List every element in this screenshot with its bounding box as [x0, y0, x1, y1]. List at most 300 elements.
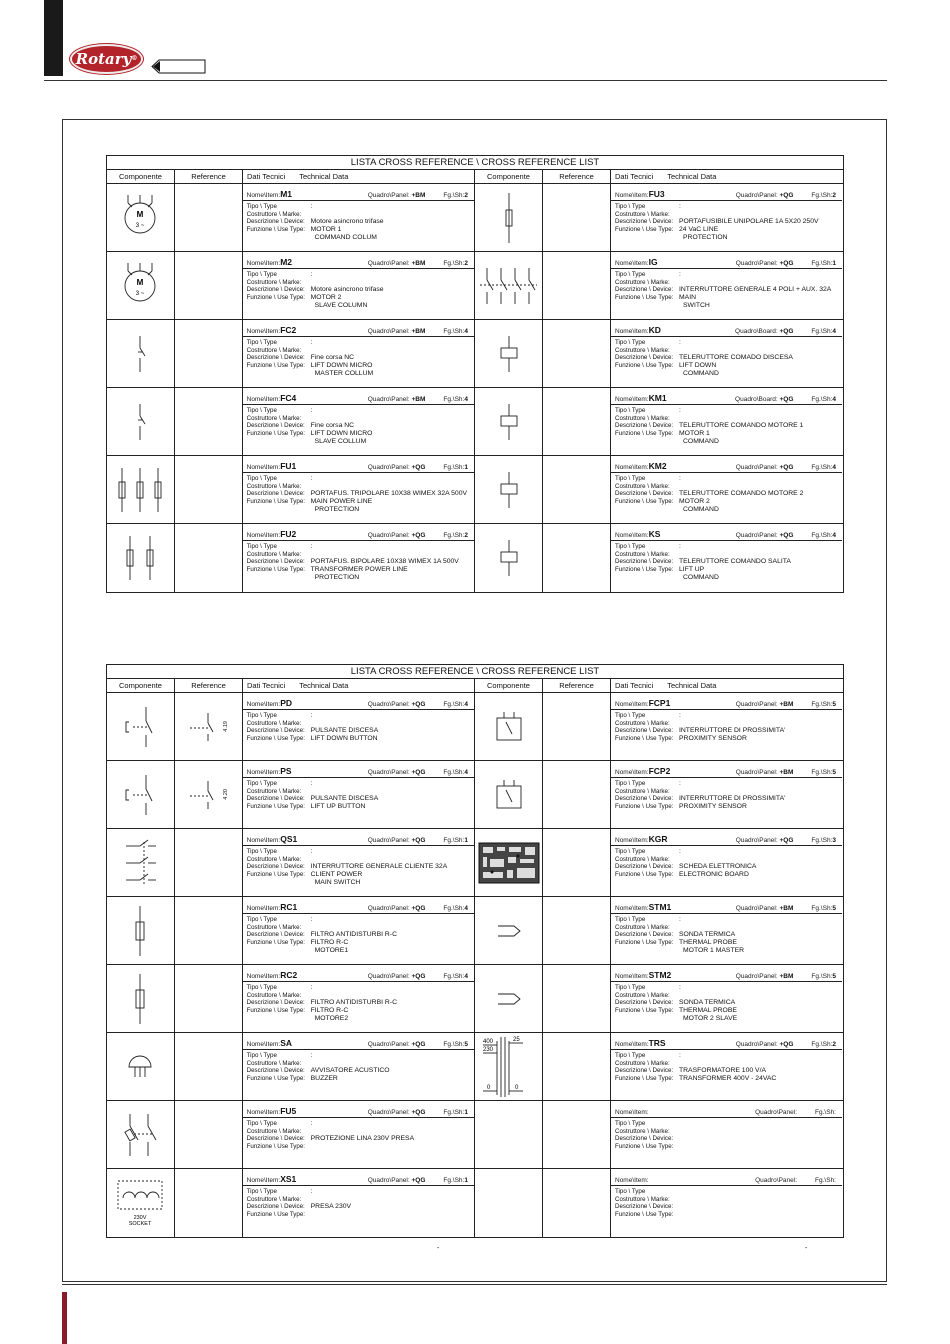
- use-type-line: 24 VaC LINE: [679, 226, 719, 234]
- technical-data-cell: Nome\Item: FU1 Quadro\Panel: +QG Fg.\Sh:1 Tipo \ Type : Costruttore \ Marke: Descrizione \ Device: PORTAFUS. TRIPOLARE 10X38 WIMEX 32A 500V Funzione \ Use Type: MAIN POWER LINE PROTECTION: [243, 456, 474, 523]
- pushbutton-symbol: [107, 761, 175, 828]
- maker-label: Costruttore \ Marke:: [246, 719, 302, 727]
- device-label: Descrizione \ Device:: [615, 422, 674, 430]
- use-type-line: COMMAND: [683, 505, 719, 513]
- use-label: Funzione \ Use Type:: [615, 803, 674, 811]
- sheet-value: 4: [464, 769, 468, 776]
- reference-cell: [543, 252, 611, 319]
- maker-label: Costruttore \ Marke:: [615, 719, 670, 727]
- item-name: KM1: [648, 393, 667, 403]
- item-name: QS1: [280, 834, 298, 844]
- reference-sheet: 4.20: [222, 789, 229, 800]
- fuse-symbol: [475, 184, 543, 251]
- item-name: KGR: [648, 834, 668, 844]
- device-description: AVVISATORE ACUSTICO: [310, 1067, 390, 1075]
- sheet-label: Fg.\Sh:: [443, 837, 465, 844]
- use-type-line: SLAVE COLLUM: [314, 437, 367, 445]
- reference-contact-symbol: [188, 712, 222, 742]
- device-label: Descrizione \ Device:: [615, 286, 674, 294]
- device-description: PRESA 230V: [310, 1203, 352, 1211]
- sheet-label: Fg.\Sh:: [811, 769, 833, 776]
- name-label: Nome\Item:: [246, 532, 281, 539]
- sheet-label: Fg.\Sh:: [443, 1109, 465, 1116]
- table-row: [475, 1101, 843, 1169]
- use-label: Funzione \ Use Type:: [246, 294, 305, 302]
- panel-value: +QG: [411, 464, 426, 471]
- type-label: Tipo \ Type: [246, 984, 277, 991]
- name-label: Nome\Item:: [246, 328, 281, 335]
- technical-data-cell: Nome\Item: TRS Quadro\Panel: +QG Fg.\Sh:2 Tipo \ Type : Costruttore \ Marke: Descrizione \ Device: TRASFORMATORE 100 V/A Funzione \ Use Type: TRANSFORMER 400V - 24VAC: [611, 1033, 842, 1100]
- name-label: Nome\Item:: [615, 260, 649, 267]
- end-mark-right: -: [805, 1245, 808, 1252]
- item-header: [611, 764, 842, 778]
- cross-reference-table-2: [106, 664, 844, 1238]
- item-header: [611, 1036, 842, 1050]
- svg-text:M: M: [137, 209, 144, 219]
- device-label: Descrizione \ Device:: [246, 422, 305, 430]
- device-label: Descrizione \ Device:: [615, 999, 674, 1007]
- table-row: [107, 388, 474, 456]
- name-label: Nome\Item:: [615, 905, 649, 912]
- item-header: [243, 1172, 474, 1186]
- sheet-value: 2: [832, 192, 836, 199]
- item-header: [243, 255, 474, 269]
- name-label: Nome\Item:: [246, 260, 281, 267]
- client-switch-symbol: [107, 829, 175, 896]
- type-label: Tipo \ Type: [246, 271, 277, 278]
- reference-cell: [175, 965, 243, 1032]
- name-label: Nome\Item:: [246, 837, 281, 844]
- sheet-label: Fg.\Sh:: [443, 396, 465, 403]
- limit-switch-symbol: [107, 320, 175, 387]
- right-column: [475, 693, 843, 1237]
- device-label: Descrizione \ Device:: [246, 727, 305, 735]
- sheet-value: 2: [464, 532, 468, 539]
- type-label: Tipo \ Type: [615, 203, 646, 210]
- name-label: Nome\Item:: [246, 905, 281, 912]
- sheet-label: Fg.\Sh:: [443, 973, 465, 980]
- reference-cell: [175, 1169, 243, 1237]
- panel-value: +BM: [779, 905, 794, 912]
- use-label: Funzione \ Use Type:: [615, 939, 674, 947]
- sheet-value: 4: [464, 396, 468, 403]
- item-name: KD: [648, 325, 661, 335]
- item-header: [611, 323, 842, 337]
- device-description: TELERUTTORE COMANDO SALITA: [679, 558, 791, 566]
- transformer-label: 0: [514, 1084, 518, 1091]
- use-type-line: LIFT UP BUTTON: [310, 803, 366, 811]
- item-header: [243, 323, 474, 337]
- panel-value: +BM: [411, 192, 426, 199]
- device-label: Descrizione \ Device:: [615, 354, 674, 362]
- item-header: [243, 391, 474, 405]
- device-description: FILTRO ANTIDISTURBI R-C: [310, 931, 397, 939]
- type-label: Tipo \ Type: [246, 1188, 277, 1195]
- table-row: [475, 456, 843, 524]
- transformer-label: 230: [482, 1046, 493, 1053]
- device-description: SONDA TERMICA: [679, 999, 736, 1007]
- maker-label: Costruttore \ Marke:: [246, 550, 302, 558]
- main-switch-symbol: [475, 252, 543, 319]
- table-row: [107, 320, 474, 388]
- panel-value: +QG: [411, 532, 426, 539]
- device-label: Descrizione \ Device:: [615, 863, 674, 871]
- panel-value: +QG: [779, 396, 794, 403]
- maker-label: Costruttore \ Marke:: [615, 278, 670, 286]
- technical-data-cell: Nome\Item: QS1 Quadro\Panel: +QG Fg.\Sh:1 Tipo \ Type : Costruttore \ Marke: Descrizione \ Device: INTERRUTTORE GENERALE CLIENTE 32A Funzione \ Use Type: CLIENT POWER MAIN SWITCH: [243, 829, 474, 896]
- table-row: [475, 1033, 843, 1101]
- left-column: [107, 184, 475, 592]
- maker-label: Costruttore \ Marke:: [615, 346, 670, 354]
- item-header: [243, 968, 474, 982]
- use-label: Funzione \ Use Type:: [615, 735, 674, 743]
- header-component: Componente: [107, 170, 175, 183]
- use-type-line: PROTECTION: [683, 233, 728, 241]
- device-label: Descrizione \ Device:: [246, 354, 305, 362]
- technical-data-cell: Nome\Item: FC4 Quadro\Panel: +BM Fg.\Sh:4 Tipo \ Type : Costruttore \ Marke: Descrizione \ Device: Fine corsa NC Funzione \ Use Type: LIFT DOWN MICRO SLAVE COLLUM: [243, 388, 474, 455]
- technical-data-cell: Nome\Item: IG Quadro\Panel: +QG Fg.\Sh:1 Tipo \ Type : Costruttore \ Marke: Descrizione \ Device: INTERRUTTORE GENERALE 4 POLI + AUX. 32A Funzione \ Use Type: MAIN SWITCH: [611, 252, 842, 319]
- item-header: [243, 1104, 474, 1118]
- panel-value: +QG: [779, 532, 794, 539]
- svg-text:3 ~: 3 ~: [136, 222, 145, 229]
- item-name: XS1: [280, 1174, 297, 1184]
- device-description: PROTEZIONE LINA 230V PRESA: [310, 1135, 415, 1143]
- device-description: TELERUTTORE COMANDO MOTORE 2: [679, 490, 804, 498]
- use-type-line: COMMAND: [683, 573, 719, 581]
- use-label: Funzione \ Use Type:: [246, 735, 305, 743]
- type-label: Tipo \ Type: [615, 271, 646, 278]
- reference-cell: [175, 1101, 243, 1168]
- use-type-line: ELECTRONIC BOARD: [679, 871, 749, 879]
- sheet-value: 1: [464, 1177, 468, 1184]
- reference-cell: [543, 524, 611, 592]
- use-type-line: LIFT DOWN MICRO: [310, 430, 373, 438]
- table-title: LISTA CROSS REFERENCE \ CROSS REFERENCE LIST: [107, 665, 843, 679]
- reference-cell: [543, 1169, 611, 1237]
- use-type-line: MASTER COLLUM: [314, 369, 374, 377]
- device-label: Descrizione \ Device:: [615, 1067, 674, 1075]
- name-label: Nome\Item:: [246, 1109, 281, 1116]
- thermal-probe-symbol: [475, 897, 543, 964]
- sheet-value: 1: [832, 260, 836, 267]
- technical-data-cell: Nome\Item: RC1 Quadro\Panel: +QG Fg.\Sh:4 Tipo \ Type : Costruttore \ Marke: Descrizione \ Device: FILTRO ANTIDISTURBI R-C Funzione \ Use Type: FILTRO R-C MOTORE1: [243, 897, 474, 964]
- proximity-symbol: [475, 761, 543, 828]
- type-label: Tipo \ Type: [615, 848, 646, 855]
- table-title: LISTA CROSS REFERENCE \ CROSS REFERENCE LIST: [107, 156, 843, 170]
- name-label: Nome\Item:: [246, 464, 281, 471]
- table-row: [107, 761, 474, 829]
- header-dati-tecnici: Dati Tecnici: [615, 681, 654, 690]
- device-label: Descrizione \ Device:: [246, 1067, 305, 1075]
- item-header: [611, 187, 842, 201]
- technical-data-cell: Nome\Item: RC2 Quadro\Panel: +QG Fg.\Sh:4 Tipo \ Type : Costruttore \ Marke: Descrizione \ Device: FILTRO ANTIDISTURBI R-C Funzione \ Use Type: FILTRO R-C MOTORE2: [243, 965, 474, 1032]
- use-label: Funzione \ Use Type:: [615, 362, 674, 370]
- use-label: Funzione \ Use Type:: [615, 871, 674, 879]
- name-label: Nome\Item:: [615, 532, 649, 539]
- maker-label: Costruttore \ Marke:: [246, 855, 302, 863]
- technical-data-cell: Nome\Item: KD Quadro\Board: +QG Fg.\Sh:4 Tipo \ Type : Costruttore \ Marke: Descrizione \ Device: TELERUTTORE COMADO DISCESA Funzione \ Use Type: LIFT DOWN COMMAND: [611, 320, 842, 387]
- name-label: Nome\Item:: [246, 769, 281, 776]
- item-name: FU3: [648, 189, 665, 199]
- item-name: PD: [280, 698, 293, 708]
- device-description: PULSANTE DISCESA: [310, 795, 379, 803]
- header-technical-data: Technical Data: [299, 172, 349, 181]
- item-header: [611, 832, 842, 846]
- device-description: INTERRUTTORE GENERALE CLIENTE 32A: [310, 863, 448, 871]
- device-label: Descrizione \ Device:: [246, 490, 305, 498]
- use-label: Funzione \ Use Type:: [615, 1007, 674, 1015]
- reference-cell: [175, 897, 243, 964]
- item-header: [611, 696, 842, 710]
- type-label: Tipo \ Type: [615, 475, 646, 482]
- maker-label: Costruttore \ Marke:: [246, 1127, 302, 1135]
- thermal-probe-symbol: [475, 965, 543, 1032]
- reference-cell: [543, 897, 611, 964]
- item-header: [611, 459, 842, 473]
- use-label: Funzione \ Use Type:: [246, 1007, 305, 1015]
- panel-value: +BM: [411, 328, 426, 335]
- footer-rule: [62, 1284, 887, 1285]
- header-dati-tecnici: Dati Tecnici: [615, 172, 654, 181]
- maker-label: Costruttore \ Marke:: [246, 991, 302, 999]
- name-label: Nome\Item:: [246, 1041, 281, 1048]
- item-name: FCP2: [648, 766, 671, 776]
- panel-label: Quadro\Panel:: [755, 1109, 798, 1116]
- use-type-line: MOTOR 2: [679, 498, 710, 506]
- sheet-value: 4: [832, 328, 836, 335]
- reference-sheet: 4.19: [222, 721, 229, 732]
- table-row: [475, 184, 843, 252]
- socket-symbol: [107, 1169, 175, 1237]
- use-type-line: COMMAND COLUM: [314, 233, 377, 241]
- use-type-line: MOTOR 2: [310, 294, 342, 302]
- header-reference: Reference: [543, 679, 611, 692]
- sheet-value: 5: [832, 769, 836, 776]
- sheet-value: 4: [464, 328, 468, 335]
- footer-red-bar: [62, 1292, 67, 1344]
- use-type-line: FILTRO R-C: [310, 1007, 349, 1015]
- item-header: [243, 187, 474, 201]
- panel-value: +QG: [779, 837, 794, 844]
- sheet-value: 1: [464, 1109, 468, 1116]
- panel-value: +BM: [411, 260, 426, 267]
- transformer-label: 25: [512, 1036, 520, 1043]
- sheet-label: Fg.\Sh:: [811, 1041, 833, 1048]
- panel-value: +QG: [411, 769, 426, 776]
- device-description: PORTAFUS. BIPOLARE 10X38 WIMEX 1A 500V: [310, 558, 459, 566]
- maker-label: Costruttore \ Marke:: [246, 482, 302, 490]
- technical-data-cell: Nome\Item: M2 Quadro\Panel: +BM Fg.\Sh:2 Tipo \ Type : Costruttore \ Marke: Descrizione \ Device: Motore asincrono trifase Funzione \ Use Type: MOTOR 2 SLAVE COLUMN: [243, 252, 474, 319]
- panel-label: Quadro\Panel:: [367, 260, 410, 267]
- item-name: FU1: [280, 461, 297, 471]
- use-type-line: PROTECTION: [314, 573, 360, 581]
- item-name: SA: [280, 1038, 293, 1048]
- sheet-value: 5: [464, 1041, 468, 1048]
- item-name: FC2: [280, 325, 297, 335]
- name-label: Nome\Item:: [615, 769, 649, 776]
- maker-label: Costruttore \ Marke:: [615, 1127, 670, 1135]
- panel-label: Quadro\Board:: [735, 328, 778, 335]
- panel-label: Quadro\Panel:: [367, 973, 410, 980]
- maker-label: Costruttore \ Marke:: [615, 482, 670, 490]
- panel-label: Quadro\Panel:: [735, 837, 778, 844]
- panel-value: +BM: [411, 396, 426, 403]
- panel-label: Quadro\Panel:: [367, 1041, 410, 1048]
- type-label: Tipo \ Type: [615, 1052, 646, 1059]
- double-fuse-symbol: [107, 524, 175, 592]
- table-row: [475, 761, 843, 829]
- limit-switch-symbol: [107, 388, 175, 455]
- sheet-value: 1: [464, 464, 468, 471]
- coil-symbol: [475, 456, 543, 523]
- transformer-symbol: [475, 1033, 543, 1100]
- technical-data-cell: Nome\Item: KM1 Quadro\Board: +QG Fg.\Sh:4 Tipo \ Type : Costruttore \ Marke: Descrizione \ Device: TELERUTTORE COMANDO MOTORE 1 Funzione \ Use Type: MOTOR 1 COMMAND: [611, 388, 842, 455]
- technical-data-cell: Nome\Item: FU5 Quadro\Panel: +QG Fg.\Sh:1 Tipo \ Type : Costruttore \ Marke: Descrizione \ Device: PROTEZIONE LINA 230V PRESA Funzione \ Use Type:: [243, 1101, 474, 1168]
- panel-label: Quadro\Panel:: [735, 973, 778, 980]
- name-label: Nome\Item:: [246, 701, 281, 708]
- device-description: Fine corsa NC: [310, 422, 355, 430]
- table-row: [475, 829, 843, 897]
- left-column: [107, 693, 475, 1237]
- header-technical-data: Technical Data: [667, 681, 717, 690]
- use-label: Funzione \ Use Type:: [615, 430, 674, 438]
- use-label: Funzione \ Use Type:: [615, 1075, 674, 1083]
- use-label: Funzione \ Use Type:: [246, 871, 305, 879]
- sheet-label: Fg.\Sh:: [811, 396, 833, 403]
- sheet-label: Fg.\Sh:: [811, 532, 833, 539]
- sheet-label: Fg.\Sh:: [443, 464, 465, 471]
- sheet-label: Fg.\Sh:: [443, 192, 465, 199]
- device-description: SONDA TERMICA: [679, 931, 736, 939]
- technical-data-cell: Nome\Item: KGR Quadro\Panel: +QG Fg.\Sh:3 Tipo \ Type : Costruttore \ Marke: Descrizione \ Device: SCHEDA ELETTRONICA Funzione \ Use Type: ELECTRONIC BOARD: [611, 829, 842, 896]
- reference-cell: [175, 320, 243, 387]
- coil-symbol: [475, 320, 543, 387]
- type-label: Tipo \ Type: [246, 1052, 277, 1059]
- use-label: Funzione \ Use Type:: [246, 226, 305, 234]
- reference-cell: [175, 1033, 243, 1100]
- panel-value: +QG: [411, 1177, 426, 1184]
- proximity-symbol: [475, 693, 543, 760]
- header-component: Componente: [475, 679, 543, 692]
- item-name: TRS: [648, 1038, 666, 1048]
- panel-label: Quadro\Panel:: [367, 396, 410, 403]
- item-name: FC4: [280, 393, 297, 403]
- type-label: Tipo \ Type: [615, 339, 646, 346]
- panel-label: Quadro\Panel:: [367, 905, 410, 912]
- svg-text:M: M: [137, 277, 144, 287]
- panel-label: Quadro\Panel:: [367, 769, 410, 776]
- use-type-line: TRANSFORMER POWER LINE: [310, 566, 408, 574]
- maker-label: Costruttore \ Marke:: [615, 1059, 670, 1067]
- panel-label: Quadro\Board:: [735, 396, 778, 403]
- name-label: Nome\Item:: [246, 192, 281, 199]
- pushbutton-symbol: [107, 693, 175, 760]
- type-label: Tipo \ Type: [246, 1120, 277, 1127]
- type-label: Tipo \ Type: [246, 543, 277, 550]
- item-name: PS: [280, 766, 292, 776]
- reference-contact-symbol: [188, 780, 222, 810]
- table-row: [475, 388, 843, 456]
- use-label: Funzione \ Use Type:: [246, 939, 305, 947]
- sheet-label: Fg.\Sh:: [811, 328, 833, 335]
- sheet-label: Fg.\Sh:: [811, 260, 833, 267]
- reference-cell: [543, 388, 611, 455]
- item-header: [611, 968, 842, 982]
- sheet-label: Fg.\Sh:: [443, 532, 465, 539]
- use-label: Funzione \ Use Type:: [246, 430, 305, 438]
- sheet-label: Fg.\Sh:: [815, 1177, 836, 1184]
- use-type-line: MOTOR 2 SLAVE: [683, 1014, 738, 1022]
- motor-symbol: [107, 184, 175, 251]
- maker-label: Costruttore \ Marke:: [615, 1195, 670, 1203]
- reference-cell: [175, 761, 243, 828]
- use-type-line: TRANSFORMER 400V - 24VAC: [679, 1075, 777, 1083]
- header-reference: Reference: [175, 679, 243, 692]
- technical-data-cell: Nome\Item: PS Quadro\Panel: +QG Fg.\Sh:4 Tipo \ Type : Costruttore \ Marke: Descrizione \ Device: PULSANTE DISCESA Funzione \ Use Type: LIFT UP BUTTON: [243, 761, 474, 828]
- type-label: Tipo \ Type: [246, 203, 277, 210]
- transformer-label: 0: [486, 1084, 490, 1091]
- device-label: Descrizione \ Device:: [246, 1203, 305, 1211]
- sheet-label: Fg.\Sh:: [443, 701, 465, 708]
- use-type-line: MOTOR 1: [679, 430, 710, 438]
- use-type-line: THERMAL PROBE: [679, 1007, 737, 1015]
- device-description: SCHEDA ELETTRONICA: [679, 863, 757, 871]
- technical-data-cell: Nome\Item: FCP2 Quadro\Panel: +BM Fg.\Sh:5 Tipo \ Type : Costruttore \ Marke: Descrizione \ Device: INTERRUTTORE DI PROSSIMITA' Funzione \ Use Type: PROXIMITY SENSOR: [611, 761, 842, 828]
- panel-label: Quadro\Panel:: [367, 701, 410, 708]
- table-row: [107, 1169, 474, 1237]
- panel-label: Quadro\Panel:: [735, 464, 778, 471]
- table-row: [107, 184, 474, 252]
- device-label: Descrizione \ Device:: [615, 490, 674, 498]
- sheet-value: 4: [464, 701, 468, 708]
- sheet-label: Fg.\Sh:: [811, 192, 833, 199]
- device-label: Descrizione \ Device:: [246, 863, 305, 871]
- type-label: Tipo \ Type: [615, 712, 646, 719]
- use-type-line: MOTOR 1: [310, 226, 342, 234]
- electronic-board-image: [475, 829, 543, 896]
- device-description: Fine corsa NC: [310, 354, 355, 362]
- type-label: Tipo \ Type: [246, 407, 277, 414]
- sheet-label: Fg.\Sh:: [443, 1177, 465, 1184]
- panel-value: +QG: [411, 701, 426, 708]
- use-type-line: MAIN SWITCH: [314, 878, 361, 886]
- use-type-line: MAIN: [679, 294, 696, 302]
- use-type-line: MOTORE1: [314, 946, 349, 954]
- device-description: TELERUTTORE COMADO DISCESA: [679, 354, 793, 362]
- panel-value: +QG: [411, 905, 426, 912]
- sheet-label: Fg.\Sh:: [443, 260, 465, 267]
- sheet-value: 2: [832, 1041, 836, 1048]
- technical-data-cell: Nome\Item: FC2 Quadro\Panel: +BM Fg.\Sh:4 Tipo \ Type : Costruttore \ Marke: Descrizione \ Device: Fine corsa NC Funzione \ Use Type: LIFT DOWN MICRO MASTER COLLUM: [243, 320, 474, 387]
- device-description: Motore asincrono trifase: [310, 286, 384, 294]
- fuse-switch-symbol: [107, 1101, 175, 1168]
- use-type-line: LIFT UP: [679, 566, 705, 574]
- maker-label: Costruttore \ Marke:: [246, 1059, 302, 1067]
- technical-data-cell: Nome\Item: XS1 Quadro\Panel: +QG Fg.\Sh:1 Tipo \ Type : Costruttore \ Marke: Descrizione \ Device: PRESA 230V Funzione \ Use Type:: [243, 1169, 474, 1237]
- type-label: Tipo \ Type: [246, 712, 277, 719]
- reference-cell: [543, 829, 611, 896]
- technical-data-cell: Nome\Item: STM2 Quadro\Panel: +BM Fg.\Sh:5 Tipo \ Type : Costruttore \ Marke: Descrizione \ Device: SONDA TERMICA Funzione \ Use Type: THERMAL PROBE MOTOR 2 SLAVE: [611, 965, 842, 1032]
- device-description: INTERRUTTORE GENERALE 4 POLI + AUX. 32A: [679, 286, 832, 294]
- reference-cell: [543, 456, 611, 523]
- use-label: Funzione \ Use Type:: [246, 1143, 305, 1151]
- header-technical-data: Technical Data: [299, 681, 349, 690]
- item-name: RC1: [280, 902, 298, 912]
- panel-value: +BM: [779, 769, 794, 776]
- panel-label: Quadro\Panel:: [735, 769, 778, 776]
- panel-label: Quadro\Panel:: [367, 464, 410, 471]
- device-description: FILTRO ANTIDISTURBI R-C: [310, 999, 397, 1007]
